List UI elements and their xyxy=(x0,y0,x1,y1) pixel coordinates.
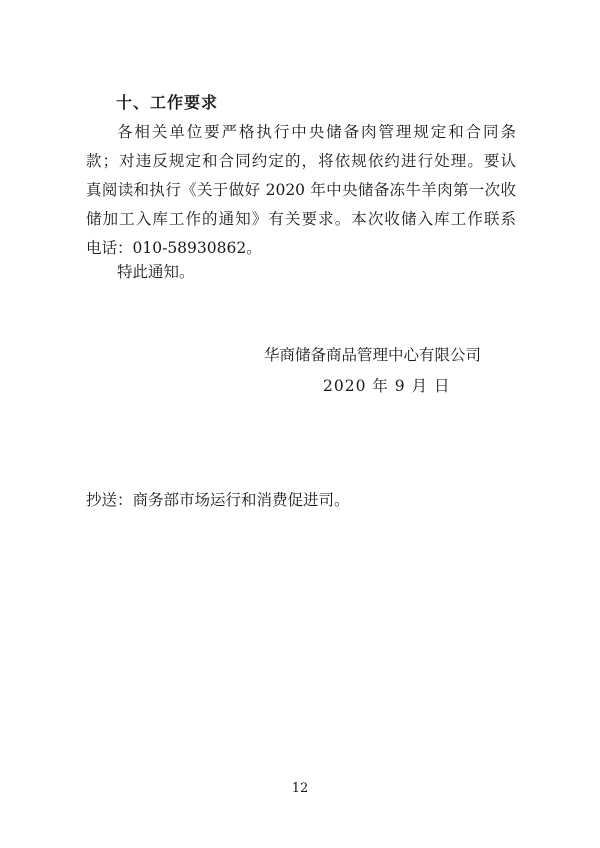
paragraph-line-5: 电话：010-58930862。 xyxy=(86,239,262,257)
cc-line: 抄送：商务部市场运行和消费促进司。 xyxy=(86,491,350,509)
section-paragraph xyxy=(86,118,516,263)
paragraph-line-1: 各相关单位要严格执行中央储备肉管理规定和合同条 xyxy=(117,123,516,141)
paragraph-line-4: 储加工入库工作的通知》有关要求。本次收储入库工作联系 xyxy=(86,210,516,228)
section-heading: 十、工作要求 xyxy=(116,93,219,112)
paragraph-line-2: 款；对违反规定和合同约定的，将依规依约进行处理。要认 xyxy=(86,152,516,170)
paragraph-line-3: 真阅读和执行《关于做好 2020 年中央储备冻牛羊肉第一次收 xyxy=(86,181,516,199)
signature-date: 2020 年 9 月 日 xyxy=(323,377,451,395)
closing-text: 特此通知。 xyxy=(117,263,195,281)
page-number: 12 xyxy=(291,781,309,796)
signature-organization: 华商储备商品管理中心有限公司 xyxy=(264,346,482,364)
